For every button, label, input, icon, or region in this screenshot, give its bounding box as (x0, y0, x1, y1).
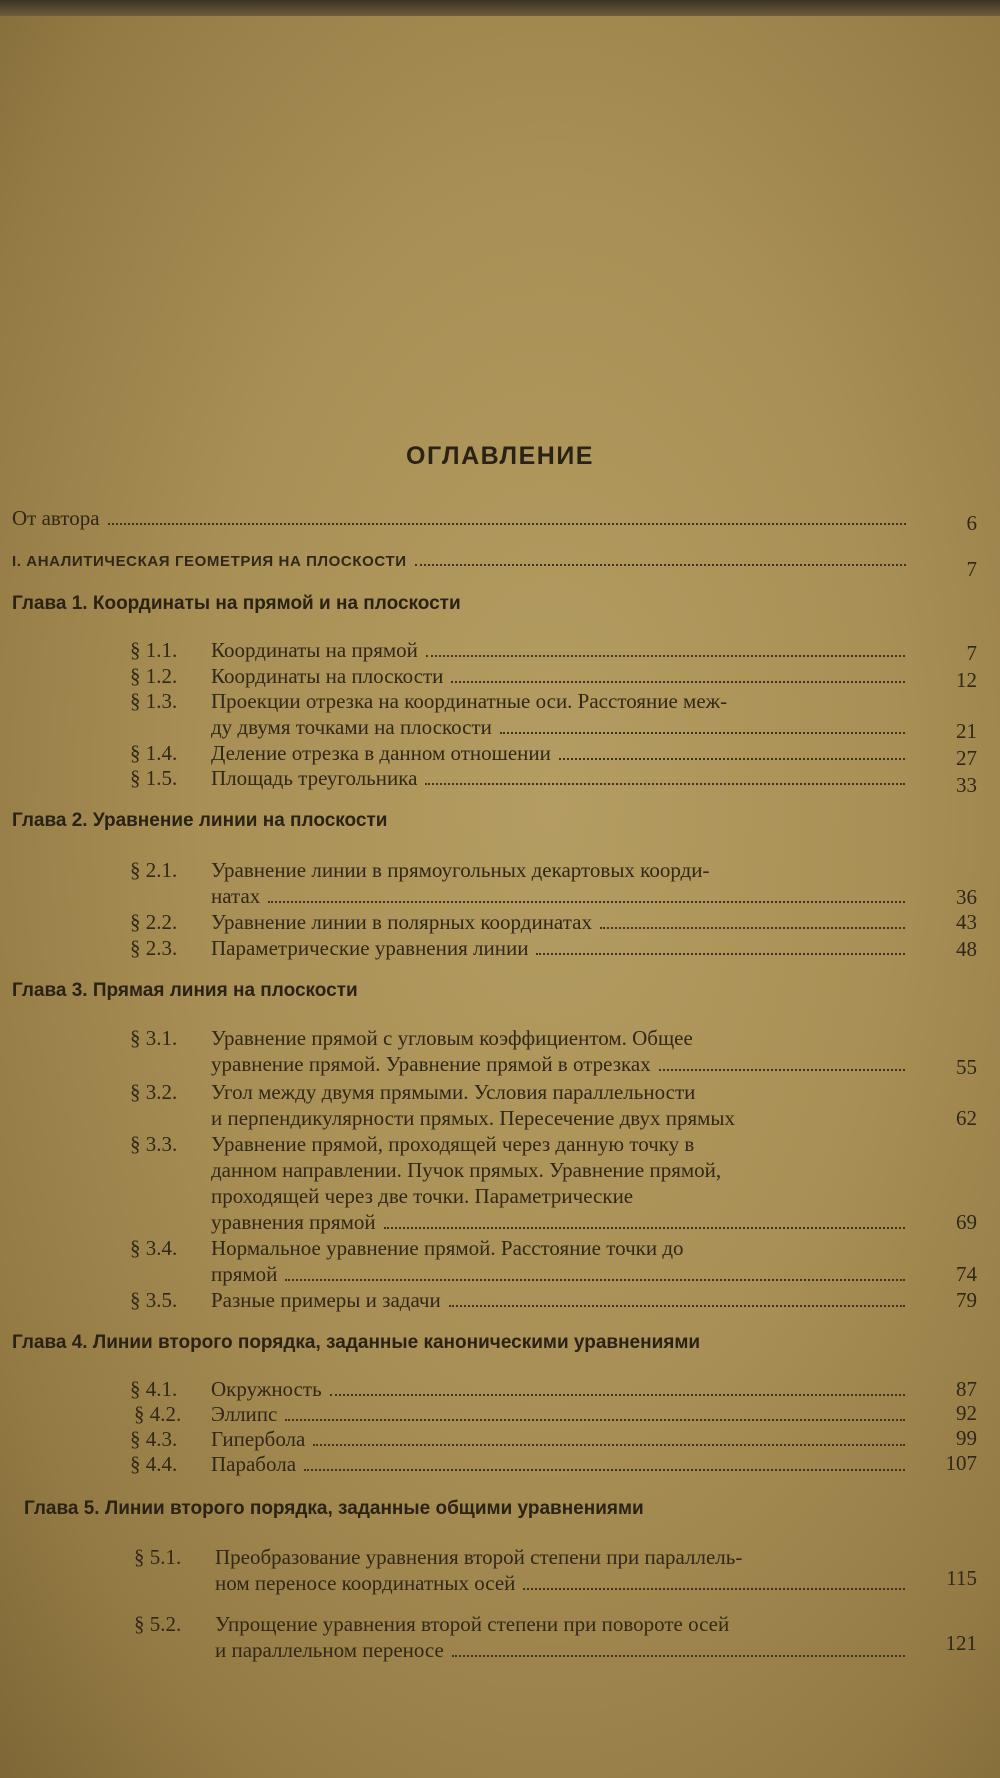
section-title: Координаты на плоскости (211, 664, 444, 688)
page-title: ОГЛАВЛЕНИЕ (406, 442, 594, 470)
dot-leader (659, 1069, 905, 1071)
toc-entry[interactable] (211, 1401, 911, 1427)
dot-leader (451, 681, 905, 683)
dot-leader (304, 1469, 905, 1471)
section-number: § 5.1. (134, 1545, 182, 1569)
section-number: § 3.4. (130, 1236, 178, 1260)
dot-leader (523, 1588, 905, 1590)
toc-page-number: 7 (966, 641, 977, 665)
toc-entry[interactable] (211, 909, 911, 935)
section-number: § 2.2. (130, 910, 178, 934)
toc-entry[interactable] (215, 1637, 911, 1663)
section-number: § 4.3. (130, 1427, 178, 1451)
toc-page-number: 7 (966, 557, 977, 581)
section-number: § 5.2. (134, 1612, 182, 1636)
toc-page-number: 99 (956, 1426, 977, 1450)
section-title: уравнения прямой (211, 1210, 376, 1234)
dot-leader (285, 1419, 905, 1421)
section-title[interactable]: Преобразование уравнения второй степени при параллель- (215, 1545, 743, 1569)
toc-entry[interactable] (211, 1287, 911, 1313)
toc-page-number: 36 (956, 885, 977, 909)
toc-entry[interactable] (211, 1209, 911, 1235)
toc-page-number: 87 (956, 1377, 977, 1401)
chapter-heading[interactable]: Глава 3. Прямая линия на плоскости (12, 980, 358, 1001)
chapter-heading[interactable]: Глава 2. Уравнение линии на плоскости (12, 810, 388, 831)
section-title[interactable]: проходящей через две точки. Параметрические (211, 1184, 634, 1208)
toc-page-number: 74 (956, 1262, 977, 1286)
section-number: § 3.2. (130, 1080, 178, 1104)
toc-page-number: 92 (956, 1401, 977, 1425)
dot-leader (415, 564, 906, 566)
section-title: уравнение прямой. Уравнение прямой в отрезках (211, 1052, 651, 1076)
section-number: § 1.3. (130, 689, 178, 713)
section-number: § 1.2. (130, 664, 178, 688)
section-number: § 3.1. (130, 1026, 178, 1050)
dot-leader (108, 523, 906, 525)
section-title: Деление отрезка в данном отношении (211, 741, 551, 765)
section-title[interactable]: Угол между двумя прямыми. Условия параллельности (211, 1080, 696, 1104)
section-title: Парабола (211, 1452, 297, 1476)
dot-leader (285, 1279, 905, 1281)
section-title[interactable]: и перпендикулярности прямых. Пересечение двух прямых (211, 1106, 735, 1130)
chapter-heading[interactable]: Глава 5. Линии второго порядка, заданные общими уравнениями (24, 1498, 644, 1519)
section-number: § 4.1. (130, 1377, 178, 1401)
dot-leader (384, 1227, 905, 1229)
toc-entry[interactable] (211, 1261, 911, 1287)
dot-leader (600, 927, 905, 929)
toc-part-label: I. АНАЛИТИЧЕСКАЯ ГЕОМЕТРИЯ НА ПЛОСКОСТИ (12, 553, 407, 570)
section-title[interactable]: Проекции отрезка на координатные оси. Расстояние меж- (211, 689, 728, 713)
toc-entry[interactable] (211, 765, 911, 791)
dot-leader (452, 1655, 905, 1657)
section-title: и параллельном переносе (215, 1638, 444, 1662)
dot-leader (313, 1444, 905, 1446)
toc-page-number: 43 (956, 910, 977, 934)
toc-entry[interactable] (211, 883, 911, 909)
toc-page-number: 62 (956, 1106, 977, 1130)
section-title[interactable]: данном направлении. Пучок прямых. Уравнение прямой, (211, 1158, 722, 1182)
toc-entry[interactable] (211, 1426, 911, 1452)
toc-entry[interactable] (211, 714, 911, 740)
section-title: Координаты на прямой (211, 638, 418, 662)
section-title: ном переносе координатных осей (215, 1571, 516, 1595)
section-title: Уравнение линии в полярных координатах (211, 910, 592, 934)
dot-leader (330, 1394, 905, 1396)
section-title[interactable]: Уравнение прямой с угловым коэффициентом. Общее (211, 1026, 693, 1050)
section-title: натах (211, 884, 261, 908)
dot-leader (559, 758, 905, 760)
toc-page-number: 48 (956, 937, 977, 961)
toc-page-number: 6 (966, 511, 977, 535)
toc-page-number: 27 (956, 746, 977, 770)
section-title: ду двумя точками на плоскости (211, 715, 492, 739)
section-number: § 1.5. (130, 766, 178, 790)
toc-page-number: 115 (946, 1566, 977, 1590)
section-title: Эллипс (211, 1402, 278, 1426)
dot-leader (449, 1305, 905, 1307)
toc-entry[interactable] (211, 935, 911, 961)
section-number: § 2.1. (130, 858, 178, 882)
toc-entry[interactable] (211, 1051, 911, 1077)
toc-entry[interactable] (215, 1570, 911, 1596)
toc-entry[interactable] (211, 637, 911, 663)
dot-leader (536, 953, 905, 955)
toc-page-number: 21 (956, 719, 977, 743)
toc-page-number: 69 (956, 1210, 977, 1234)
toc-page-number: 33 (956, 773, 977, 797)
section-title: Окружность (211, 1377, 322, 1401)
section-title: Разные примеры и задачи (211, 1288, 441, 1312)
toc-entry[interactable] (211, 1376, 911, 1402)
toc-page-number: 12 (956, 668, 977, 692)
page-top-edge (0, 0, 1000, 16)
toc-entry-part[interactable] (12, 549, 912, 575)
toc-entry-label: От автора (12, 506, 100, 530)
toc-entry[interactable] (211, 740, 911, 766)
section-number: § 2.3. (130, 936, 178, 960)
section-number: § 4.4. (130, 1452, 178, 1476)
section-title: Площадь треугольника (211, 766, 418, 790)
toc-page-number: 121 (945, 1631, 977, 1655)
section-number: § 1.1. (130, 638, 178, 662)
toc-entry-preface[interactable] (12, 505, 912, 531)
section-title: Параметрические уравнения линии (211, 936, 529, 960)
toc-page-number: 55 (956, 1055, 977, 1079)
chapter-heading[interactable]: Глава 4. Линии второго порядка, заданные каноническими уравнениями (12, 1332, 701, 1353)
section-title[interactable]: Нормальное уравнение прямой. Расстояние точки до (211, 1236, 684, 1260)
section-title: Гипербола (211, 1427, 306, 1451)
toc-entry[interactable] (211, 663, 911, 689)
dot-leader (500, 732, 905, 734)
toc-entry[interactable] (211, 1451, 911, 1477)
section-number: § 1.4. (130, 741, 178, 765)
section-title: прямой (211, 1262, 278, 1286)
dot-leader (426, 655, 905, 657)
section-number: § 4.2. (134, 1402, 182, 1426)
toc-page-number: 107 (945, 1451, 977, 1475)
dot-leader (268, 901, 905, 903)
section-number: § 3.5. (130, 1288, 178, 1312)
section-title[interactable]: Уравнение линии в прямоугольных декартовых коорди- (211, 858, 710, 882)
section-title[interactable]: Уравнение прямой, проходящей через данную точку в (211, 1132, 695, 1156)
chapter-heading[interactable]: Глава 1. Координаты на прямой и на плоскости (12, 593, 461, 614)
toc-page-number: 79 (956, 1288, 977, 1312)
dot-leader (425, 783, 905, 785)
section-number: § 3.3. (130, 1132, 178, 1156)
section-title[interactable]: Упрощение уравнения второй степени при повороте осей (215, 1612, 730, 1636)
